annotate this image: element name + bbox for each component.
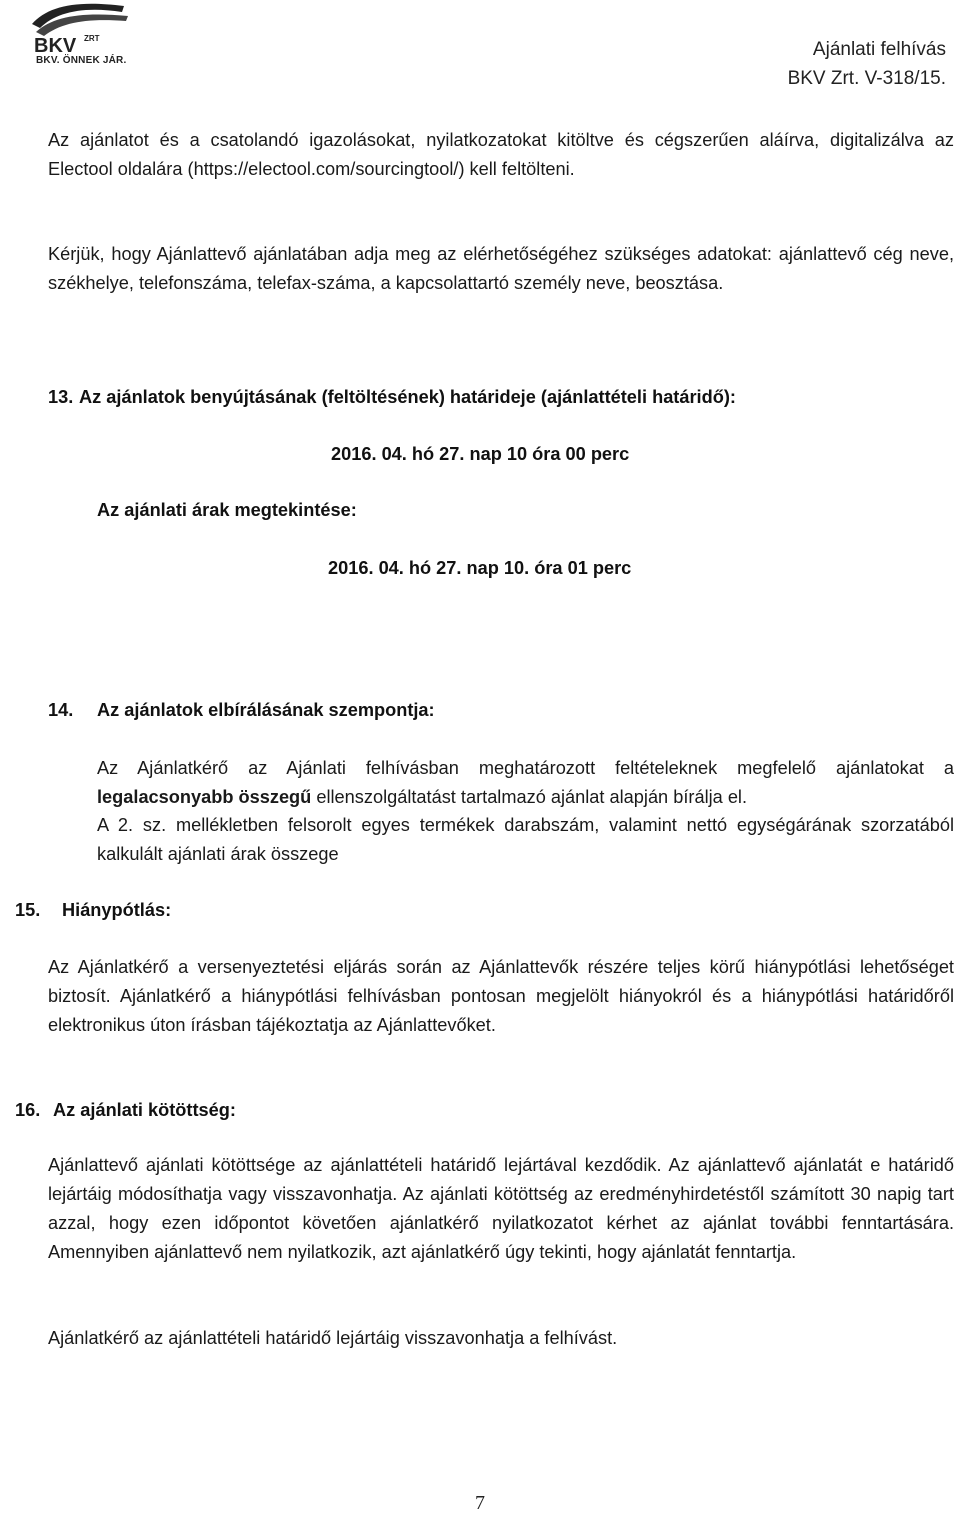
- document-title: Ajánlati felhívás: [812, 39, 946, 60]
- contact-instructions: Kérjük, hogy Ajánlattevő ajánlatában adja meg az elérhetőségéhez szükséges adatokat: ajánlattevő cég neve, székhelye, telefonszáma, telefax-száma, a kapcsolattartó személy neve, beosztása.: [48, 244, 954, 293]
- bkv-logo-mark-icon: [28, 0, 134, 56]
- page-number: 7: [475, 1492, 485, 1514]
- section-16-heading: Az ajánlati kötöttség:: [53, 1100, 236, 1120]
- deficiency-remediation-text: Az Ajánlatkérő a versenyeztetési eljárás során az Ajánlattevők részére teljes körű hiánypótlási lehetőséget biztosít. Ajánlatkérő a hiánypótlási felhívásban pontosan megjelölt hiányokról és a hiánypótlási határidőről elektronikus úton írásban tájékoztatja az Ajánlattevőket.: [48, 957, 954, 1035]
- document-reference: BKV Zrt. V-318/15.: [787, 68, 946, 89]
- submission-deadline: 2016. 04. hó 27. nap 10 óra 00 perc: [331, 444, 630, 464]
- bkv-logo: [28, 0, 134, 70]
- price-viewing-label: Az ajánlati árak megtekintése:: [97, 500, 357, 520]
- section-15-number: 15.: [15, 900, 41, 920]
- section-13-heading: Az ajánlatok benyújtásának (feltöltésének) határideje (ajánlattételi határidő):: [79, 387, 736, 407]
- logo-slogan: BKV. ÖNNEK JÁR.: [36, 55, 127, 66]
- svg-text:ZRT: ZRT: [84, 34, 100, 43]
- offer-binding-text: Ajánlattevő ajánlati kötöttsége az ajánlattételi határidő lejártával kezdődik. Az ajánlattevő ajánlatát e határidő lejártáig módosíthatja vagy visszavonhatja. Az ajánlati kötöttség az eredményhirdetéstől számított 30 napig tart azzal, hogy ezen időpontot követően ajánlatkérő nyilatkozatot kérhet az ajánlat további fenntartására. Amennyiben ajánlattevő nem nyilatkozik, azt ajánlatkérő úgy tekinti, hogy ajánlatát fenntartja.: [48, 1155, 954, 1262]
- section-14-heading: Az ajánlatok elbírálásának szempontja:: [97, 700, 435, 720]
- offer-withdrawal-text: Ajánlatkérő az ajánlattételi határidő lejártáig visszavonhatja a felhívást.: [48, 1328, 618, 1348]
- section-13-number: 13.: [48, 387, 74, 407]
- section-15-heading: Hiánypótlás:: [62, 900, 172, 920]
- evaluation-text-end: ellenszolgáltatást tartalmazó ajánlat alapján bírálja el.: [311, 787, 748, 807]
- evaluation-calculation: A 2. sz. mellékletben felsorolt egyes termékek darabszám, valamint nettó egységárának szorzatából kalkulált ajánlati árak összege: [97, 815, 954, 864]
- evaluation-criteria: [97, 754, 954, 812]
- section-14-number: 14.: [48, 700, 74, 720]
- section-16-number: 16.: [15, 1100, 41, 1120]
- upload-instructions: Az ajánlatot és a csatolandó igazolásokat, nyilatkozatokat kitöltve és cégszerűen aláírva, digitalizálva az Electool oldalára (https://electool.com/sourcingtool/) kell feltölteni.: [48, 130, 954, 179]
- price-viewing-time: 2016. 04. hó 27. nap 10. óra 01 perc: [328, 558, 632, 578]
- svg-text:BKV: BKV: [34, 35, 77, 56]
- evaluation-emphasis: legalacsonyabb összegű: [97, 787, 312, 807]
- evaluation-text-start: Az Ajánlatkérő az Ajánlati felhívásban meghatározott feltételeknek megfelelő ajánlatokat a: [97, 758, 954, 778]
